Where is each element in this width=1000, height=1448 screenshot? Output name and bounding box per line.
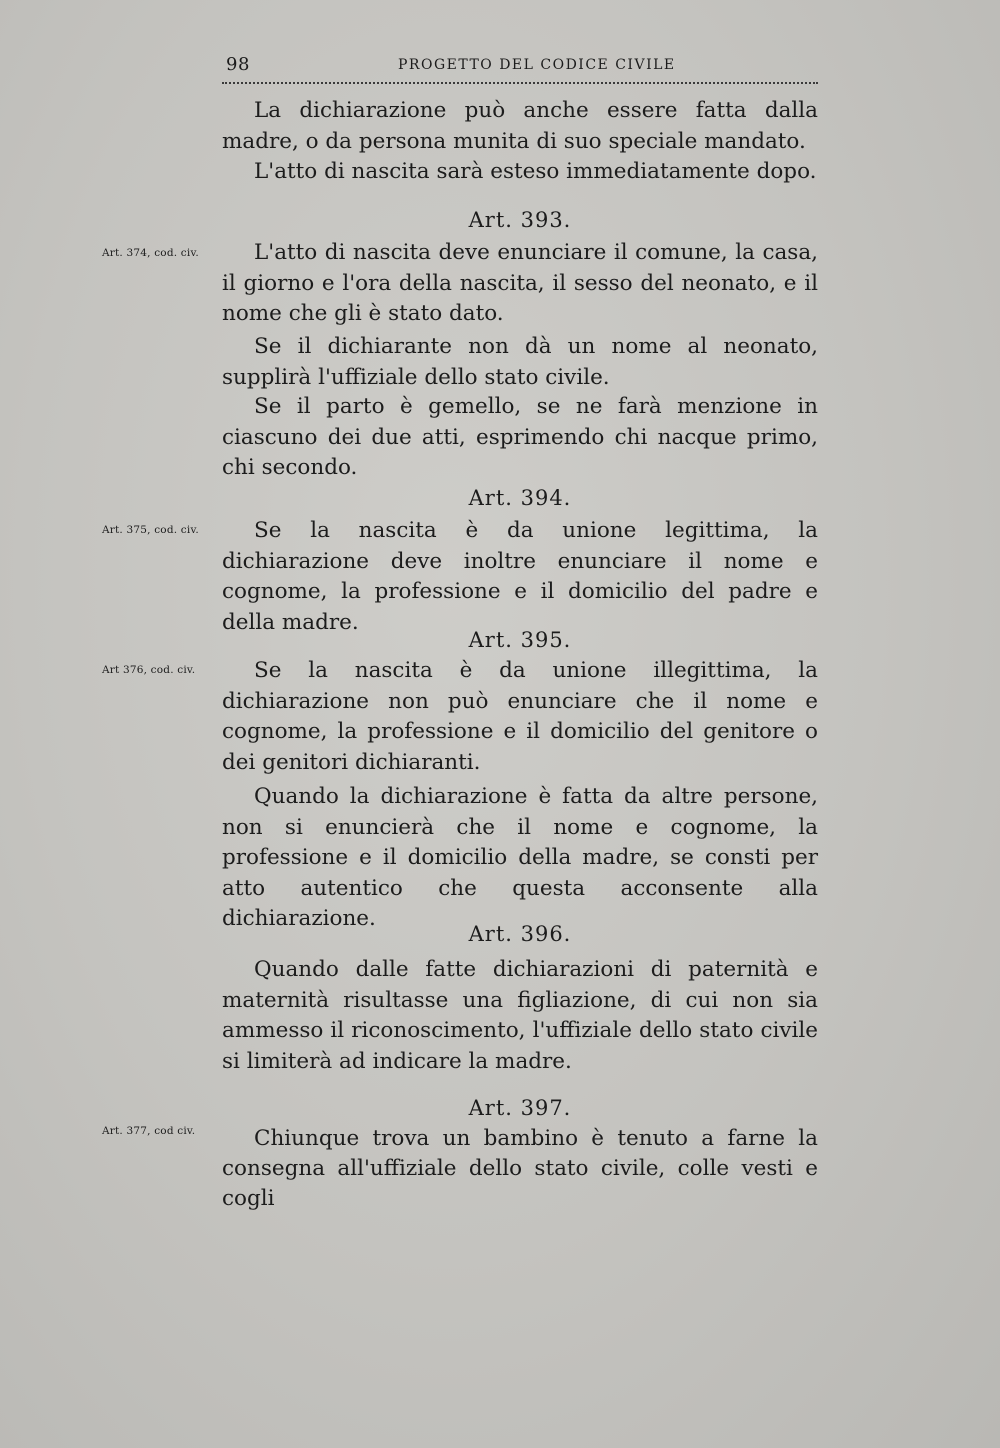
article-395-paragraph-1: Se la nascita è da unione illegittima, la dichiarazione non può enunciare che il nome e cognome, la professione e il domicilio del genitore o dei genitori dichiaranti. bbox=[222, 658, 818, 775]
article-393-paragraph-3: Se il parto è gemello, se ne farà menzione in ciascuno dei due atti, esprimendo chi nacque primo, chi secondo. bbox=[222, 394, 818, 480]
article-393-paragraph-2: Se il dichiarante non dà un nome al neonato, supplirà l'uffiziale dello stato civile. bbox=[222, 334, 818, 390]
article-396-heading: Art. 396. bbox=[468, 922, 572, 946]
intro-paragraph-2: L'atto di nascita sarà esteso immediatamente dopo. bbox=[254, 159, 817, 184]
page-header bbox=[222, 54, 818, 84]
article-397-heading: Art. 397. bbox=[468, 1096, 572, 1120]
article-393-paragraph-1: L'atto di nascita deve enunciare il comune, la casa, il giorno e l'ora della nascita, il sesso del neonato, e il nome che gli è stato dato. bbox=[222, 240, 818, 326]
article-393-margin-note: Art. 374, cod. civ. bbox=[102, 247, 199, 259]
article-393-heading: Art. 393. bbox=[468, 208, 572, 232]
article-395-heading: Art. 395. bbox=[468, 628, 572, 652]
article-395-margin-note: Art 376, cod. civ. bbox=[102, 664, 196, 676]
article-394-heading: Art. 394. bbox=[468, 486, 572, 510]
article-394-paragraph-1: Se la nascita è da unione legittima, la dichiarazione deve inoltre enunciare il nome e cognome, la professione e il domicilio del padre e della madre. bbox=[222, 518, 818, 635]
intro-paragraph-1: La dichiarazione può anche essere fatta dalla madre, o da persona munita di suo speciale mandato. bbox=[222, 98, 818, 154]
article-396-paragraph-1: Quando dalle fatte dichiarazioni di paternità e maternità risultasse una figliazione, di cui non sia ammesso il riconoscimento, l'uffiziale dello stato civile si limiterà ad indicare la madre. bbox=[222, 957, 818, 1074]
article-397-paragraph-1: Chiunque trova un bambino è tenuto a farne la consegna all'uffiziale dello stato civile, colle vesti e cogli bbox=[222, 1126, 818, 1211]
article-395-paragraph-2: Quando la dichiarazione è fatta da altre persone, non si enuncierà che il nome e cognome, la professione e il domicilio della madre, se consti per atto autentico che questa acconsente alla dichiarazione. bbox=[222, 784, 818, 931]
article-397-margin-note: Art. 377, cod civ. bbox=[102, 1125, 196, 1137]
article-394-margin-note: Art. 375, cod. civ. bbox=[102, 524, 199, 536]
running-head: PROGETTO DEL CODICE CIVILE bbox=[398, 57, 676, 73]
page-number: 98 bbox=[226, 54, 250, 75]
